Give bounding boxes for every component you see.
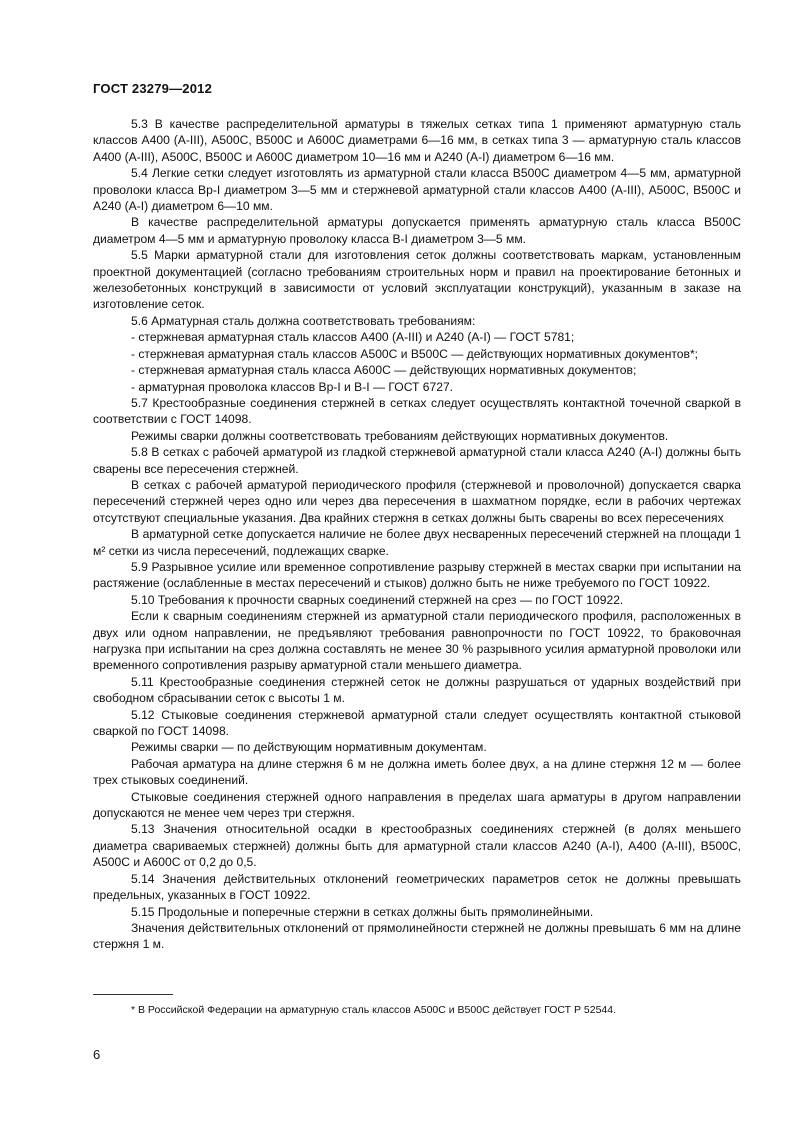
paragraph: 5.7 Крестообразные соединения стержней в сетках следует осуществлять контактной точечной сваркой в соответствии с ГОСТ 14098. <box>93 395 741 427</box>
document-header: ГОСТ 23279—2012 <box>93 81 212 96</box>
paragraph: 5.12 Стыковые соединения стержневой арматурной стали следует осуществлять контактной стыковой сваркой по ГОСТ 14098. <box>93 707 741 739</box>
list-item: - арматурная проволока классов Вр-I и В-I — ГОСТ 6727. <box>131 379 454 394</box>
paragraph: Режимы сварки — по действующим нормативным документам. <box>131 740 487 755</box>
paragraph: 5.15 Продольные и поперечные стержни в сетках должны быть прямолинейными. <box>131 904 594 919</box>
page-number: 6 <box>93 1047 101 1062</box>
footnote: * В Российской Федерации на арматурную сталь классов А500С и В500С действует ГОСТ Р 52544. <box>131 1004 617 1016</box>
paragraph: Если к сварным соединениям стержней из арматурной стали периодического профиля, расположенных в двух или одном направлении, не предъявляют требования равнопрочности по ГОСТ 10922, то браковочная нагрузка при испытании на срез должна составлять не менее 30 % разрывного усилия арматурной проволоки или временного сопротивления разрыву арматурной стали меньшего диаметра. <box>93 609 741 673</box>
paragraph: В качестве распределительной арматуры допускается применять арматурную сталь класса В500С диаметром 4—5 мм и арматурную проволоку класса В-I диаметром 3—5 мм. <box>93 215 741 246</box>
paragraph: 5.9 Разрывное усилие или временное сопротивление разрыву стержней в местах сварки при испытании на растяжение (ослабленные в местах пересечений и стыков) должно быть не ниже требуемого по ГОСТ 10922. <box>93 559 741 591</box>
paragraph: Стыковые соединения стержней одного направления в пределах шага арматуры в другом направлении допускаются не менее чем через три стержня. <box>93 789 741 821</box>
paragraph: 5.5 Марки арматурной стали для изготовления сеток должны соответствовать маркам, установленным проектной документацией (согласно требованиям строительных норм и правил на проектирование бетонных и железобетонных конструкций в зависимости от условий эксплуатации конструкций), указанным в заказе на изготовление сеток. <box>93 248 741 312</box>
paragraph: В арматурной сетке допускается наличие не более двух несваренных пересечений стержней на площади 1 м² сетки из числа пересечений, подлежащих сварке. <box>93 527 741 558</box>
footnote-divider <box>93 994 173 995</box>
document-body <box>93 116 741 953</box>
paragraph: 5.8 В сетках с рабочей арматурой из гладкой стержневой арматурной стали класса А240 (А-I) должны быть сварены все пересечения стержней. <box>93 445 741 476</box>
paragraph: 5.11 Крестообразные соединения стержней сеток не должны разрушаться от ударных воздействий при свободном сбрасывании сеток с высоты 1 м. <box>93 674 741 706</box>
list-item: - стержневая арматурная сталь классов А400 (А-III) и А240 (А-I) — ГОСТ 5781; <box>131 330 575 345</box>
paragraph: 5.10 Требования к прочности сварных соединений стержней на срез — по ГОСТ 10922. <box>131 592 624 607</box>
paragraph: Рабочая арматура на длине стержня 6 м не должна иметь более двух, а на длине стержня 12 м — более трех стыковых соединений. <box>93 756 741 788</box>
list-item: - стержневая арматурная сталь класса А600С — действующих нормативных документов; <box>131 363 637 378</box>
paragraph: 5.13 Значения относительной осадки в крестообразных соединениях стержней (в долях меньшего диаметра свариваемых стержней) должны быть для арматурной стали классов А240 (А-I), А400 (А-III), В500С, А500С и А600С от 0,2 до 0,5. <box>93 822 741 870</box>
list-item: - стержневая арматурная сталь классов А500С и В500С — действующих нормативных документов*; <box>131 346 699 361</box>
paragraph: Значения действительных отклонений от прямолинейности стержней не должны превышать 6 мм на длине стержня 1 м. <box>93 920 741 952</box>
paragraph: Режимы сварки должны соответствовать требованиям действующих нормативных документов. <box>131 428 669 443</box>
paragraph: 5.4 Легкие сетки следует изготовлять из арматурной стали класса В500С диаметром 4—5 мм, арматурной проволоки класса Вр-I диаметром 3—5 мм и стержневой арматурной стали классов А400 (А-III), А500С, В500С и А240 (А-I) диаметром 6—10 мм. <box>93 166 741 214</box>
paragraph: 5.14 Значения действительных отклонений геометрических параметров сеток не должны превышать предельных, указанных в ГОСТ 10922. <box>93 871 741 903</box>
paragraph: В сетках с рабочей арматурой периодического профиля (стержневой и проволочной) допускается сварка пересечений стержней через одно или через два пересечения в шахматном порядке, если в рабочих чертежах отсутствуют специальные указания. Два крайних стержня в сетках должны быть сварены во всех пересечениях <box>93 477 741 525</box>
paragraph: 5.6 Арматурная сталь должна соответствовать требованиям: <box>131 313 476 328</box>
paragraph: 5.3 В качестве распределительной арматуры в тяжелых сетках типа 1 применяют арматурную сталь классов А400 (А-III), А500С, В500С и А600С диаметрами 6—16 мм, в сетках типа 3 — арматурную сталь классов А400 (А-III), А500С, В500С и А600С диаметром 10—16 мм и А240 (А-I) диаметром 6—16 мм. <box>93 117 741 164</box>
